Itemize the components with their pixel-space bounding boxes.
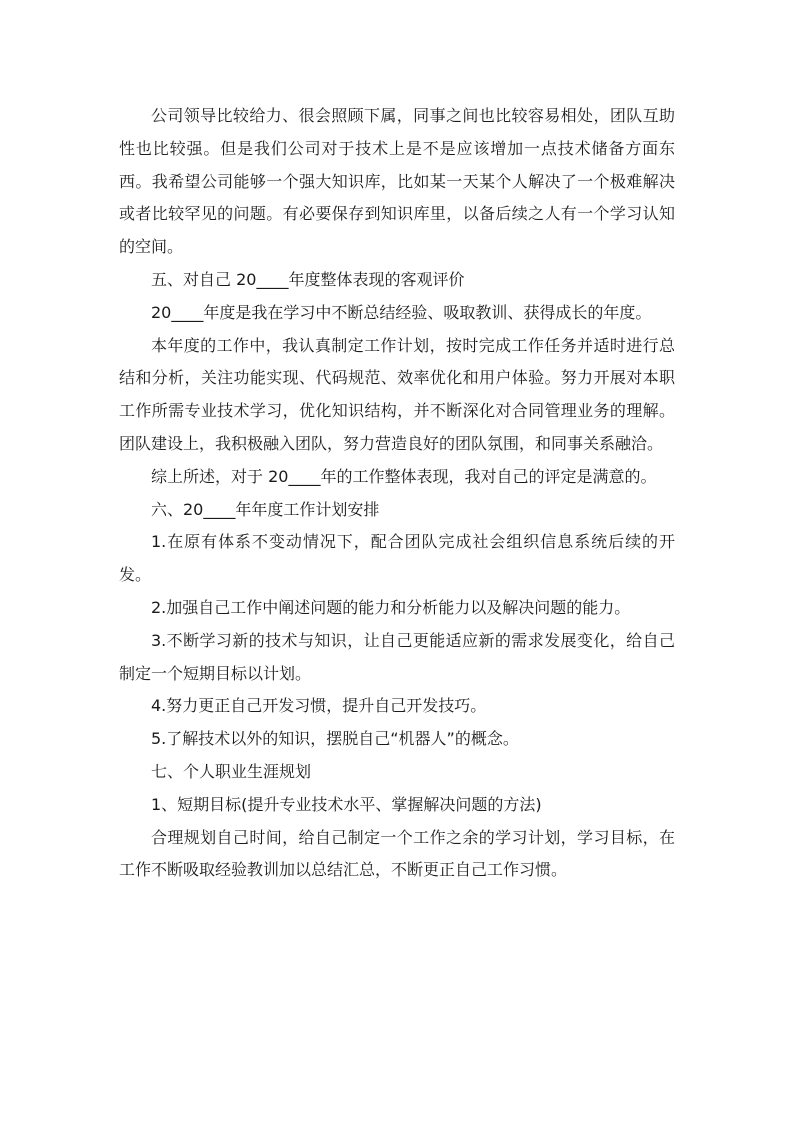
subheading-short-term-goal: 1、短期目标(提升专业技术水平、掌握解决问题的方法) [151, 794, 542, 814]
document-body [119, 100, 675, 887]
paragraph-work-details: 本年度的工作中，我认真制定工作计划，按时完成工作任务并适时进行总结和分析，关注功能实现、代码规范、效率优化和用户体验。努力开展对本职工作所需专业技术学习，优化知识结构，并不断深化对合同管理业务的理解。团队建设上，我积极融入团队，努力营造良好的团队氛围，和同事关系融洽。 [119, 335, 675, 453]
section-heading-work-plan: 六、20____年年度工作计划安排 [151, 499, 380, 519]
paragraph-short-term-plan: 合理规划自己时间，给自己制定一个工作之余的学习计划，学习目标，在工作不断吸取经验教训加以总结汇总，不断更正自己工作习惯。 [119, 827, 675, 880]
paragraph-year-summary: 20____年度是我在学习中不断总结经验、吸取教训、获得成长的年度。 [151, 302, 652, 322]
plan-item-2: 2.加强自己工作中阐述问题的能力和分析能力以及解决问题的能力。 [151, 597, 631, 617]
section-heading-career-plan: 七、个人职业生涯规划 [151, 761, 312, 781]
paragraph-company-feedback: 公司领导比较给力、很会照顾下属，同事之间也比较容易相处，团队互助性也比较强。但是我们公司对于技术上是不是应该增加一点技术储备方面东西。我希望公司能够一个强大知识库，比如某一天某个人解决了一个极难解决或者比较罕见的问题。有必要保存到知识库里，以备后续之人有一个学习认知的空间。 [119, 106, 675, 257]
plan-item-3: 3.不断学习新的技术与知识，让自己更能适应新的需求发展变化，给自己制定一个短期目标以计划。 [119, 630, 675, 683]
plan-item-1: 1.在原有体系不变动情况下，配合团队完成社会组织信息系统后续的开发。 [119, 532, 675, 585]
paragraph-conclusion: 综上所述，对于 20____年的工作整体表现，我对自己的评定是满意的。 [151, 466, 657, 486]
plan-item-5: 5.了解技术以外的知识，摆脱自己“机器人”的概念。 [151, 729, 519, 749]
section-heading-self-evaluation: 五、对自己 20____年度整体表现的客观评价 [151, 269, 465, 289]
plan-item-4: 4.努力更正自己开发习惯，提升自己开发技巧。 [151, 696, 487, 716]
